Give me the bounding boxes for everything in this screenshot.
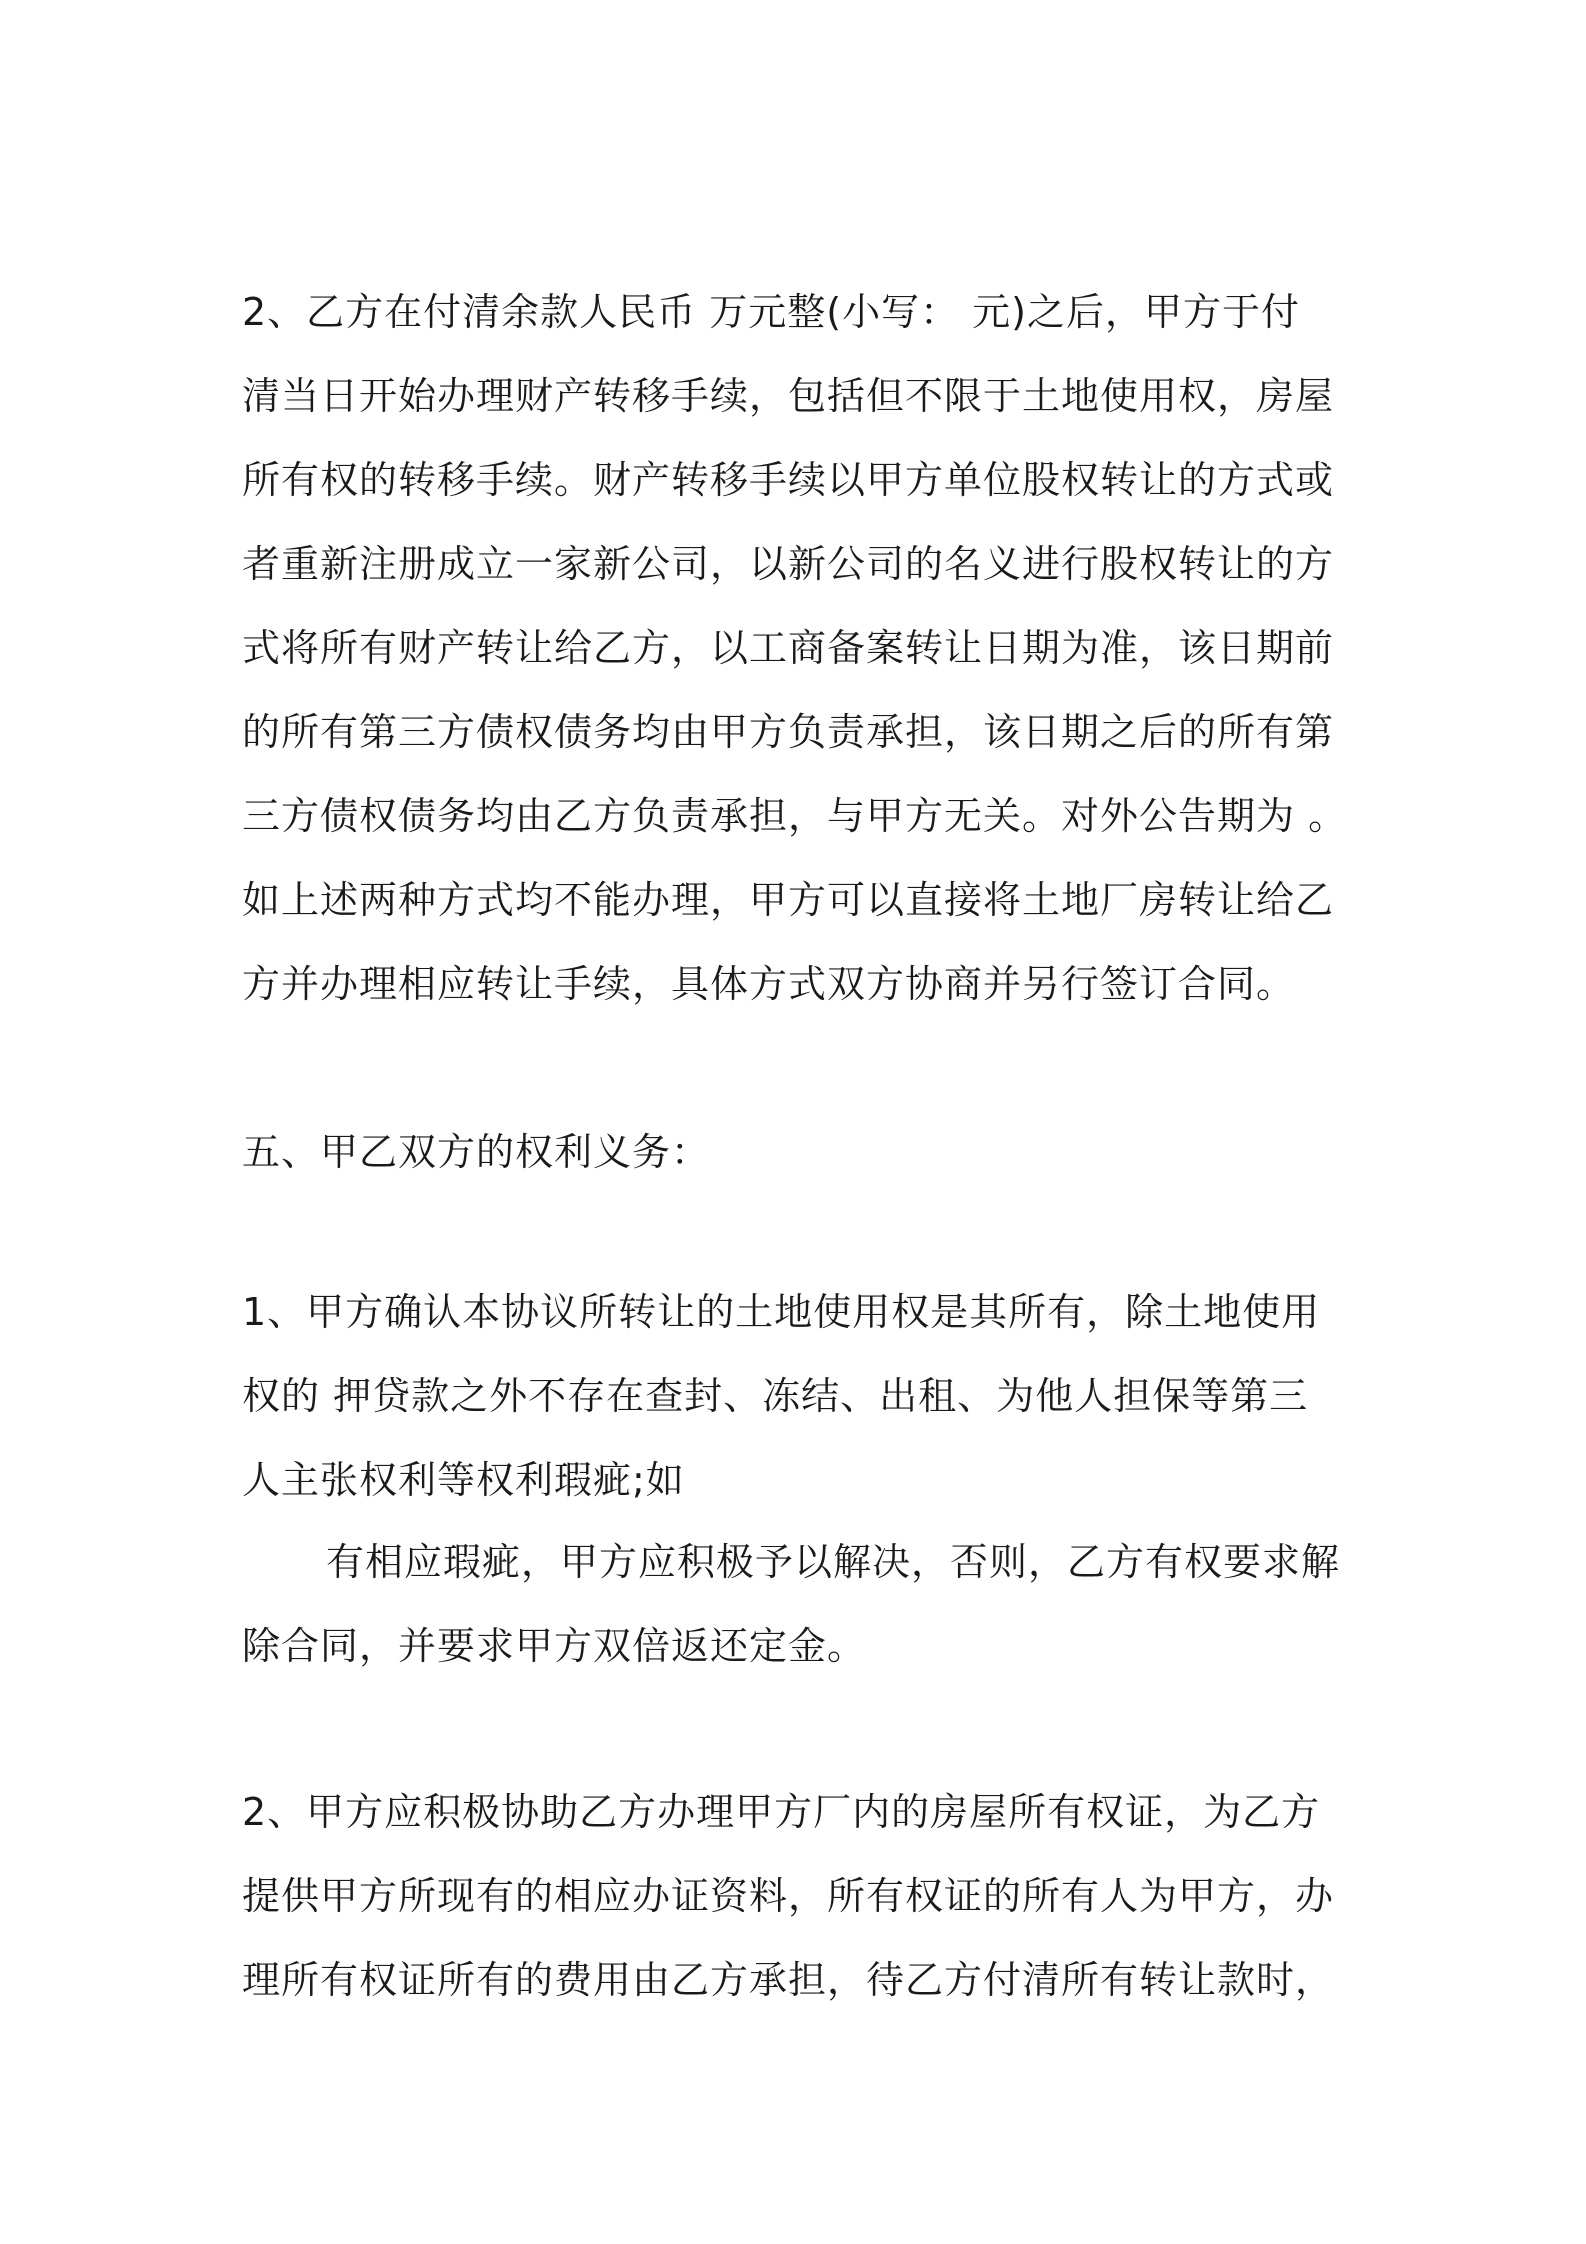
text-line: 的所有第三方债权债务均由甲方负责承担，该日期之后的所有第 <box>242 710 1335 754</box>
paragraph-land-use-right <box>242 1270 1362 1522</box>
paragraph-defect-resolution <box>242 1520 1362 1688</box>
text-line: 清当日开始办理财产转移手续，包括但不限于土地使用权，房屋 <box>242 374 1335 418</box>
text-line: 有相应瑕疵，甲方应积极予以解决，否则，乙方有权要求解 <box>326 1540 1341 1584</box>
text-line: 2、乙方在付清余款人民币 万元整(小写： 元)之后，甲方于付 <box>242 290 1300 334</box>
text-line: 1、甲方确认本协议所转让的土地使用权是其所有，除土地使用 <box>242 1290 1321 1334</box>
text-line: 方并办理相应转让手续，具体方式双方协商并另行签订合同。 <box>242 962 1296 1006</box>
text-line: 提供甲方所现有的相应办证资料，所有权证的所有人为甲方，办 <box>242 1874 1335 1918</box>
paragraph-property-certificate <box>242 1770 1362 2022</box>
text-line: 2、甲方应积极协助乙方办理甲方厂内的房屋所有权证，为乙方 <box>242 1790 1321 1834</box>
section-heading-rights-obligations <box>242 1110 1362 1194</box>
text-line: 者重新注册成立一家新公司，以新公司的名义进行股权转让的方 <box>242 542 1335 586</box>
text-line: 式将所有财产转让给乙方，以工商备案转让日期为准，该日期前 <box>242 626 1335 670</box>
text-line: 除合同，并要求甲方双倍返还定金。 <box>242 1624 867 1668</box>
section-heading: 五、甲乙双方的权利义务： <box>242 1130 711 1174</box>
text-line: 权的 押贷款之外不存在查封、冻结、出租、为他人担保等第三 <box>242 1374 1309 1418</box>
text-line: 人主张权利等权利瑕疵;如 <box>242 1458 685 1502</box>
paragraph-payment-transfer <box>242 270 1362 1026</box>
text-line: 理所有权证所有的费用由乙方承担，待乙方付清所有转让款时， <box>242 1958 1335 2002</box>
text-line: 如上述两种方式均不能办理，甲方可以直接将土地厂房转让给乙 <box>242 878 1335 922</box>
text-line: 所有权的转移手续。财产转移手续以甲方单位股权转让的方式或 <box>242 458 1335 502</box>
text-line: 三方债权债务均由乙方负责承担，与甲方无关。对外公告期为 。 <box>242 794 1348 838</box>
